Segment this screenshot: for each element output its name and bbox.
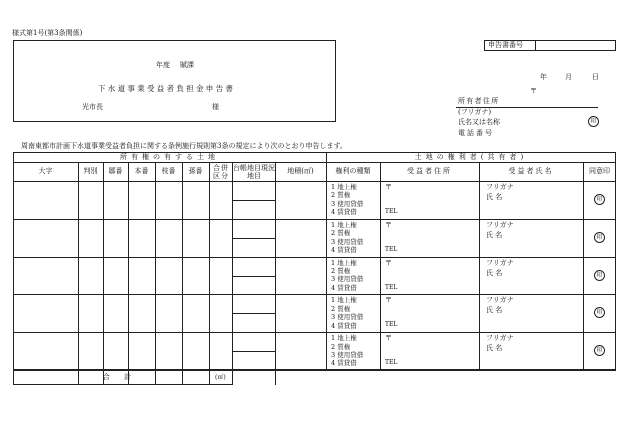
- application-number-label: 申告書番号: [488, 41, 523, 49]
- right-type-option[interactable]: 3 使用貸借: [331, 275, 364, 284]
- right-type-option[interactable]: 2 質権: [331, 304, 351, 313]
- right-type-option[interactable]: 4 賃貸借: [331, 321, 357, 330]
- owner-phone-label: 電話番号: [458, 129, 494, 137]
- right-type-option[interactable]: 1 地上権: [331, 258, 357, 267]
- beneficiary-furigana-label: フリガナ: [486, 258, 514, 267]
- total-unit: (㎡): [215, 374, 226, 381]
- consent-seal-icon: 印: [594, 345, 605, 356]
- right-type-option[interactable]: 2 質権: [331, 342, 351, 351]
- right-type-option[interactable]: 2 質権: [331, 229, 351, 238]
- right-type-option[interactable]: 3 使用貸借: [331, 313, 364, 322]
- right-type-option[interactable]: 2 質権: [331, 267, 351, 275]
- table-row[interactable]: [13, 257, 616, 295]
- beneficiary-tel-label: TEL: [385, 321, 398, 329]
- col-edaban: 枝番: [161, 167, 176, 175]
- beneficiary-name-label: 氏 名: [486, 306, 503, 315]
- col-right-type: 権利の種類: [335, 167, 371, 175]
- right-type-option[interactable]: 1 地上権: [331, 183, 357, 191]
- right-type-option[interactable]: 1 地上権: [331, 296, 357, 305]
- right-type-option[interactable]: 2 質権: [331, 191, 351, 200]
- total-label: 合 計: [102, 373, 138, 381]
- right-type-option[interactable]: 4 賃貸借: [331, 283, 357, 292]
- col-keban: 孫番: [188, 167, 203, 175]
- right-type-option[interactable]: 4 賃貸借: [331, 208, 357, 217]
- beneficiary-postal-mark: 〒: [385, 258, 392, 267]
- beneficiary-postal-mark: 〒: [385, 296, 392, 305]
- beneficiary-furigana-label: フリガナ: [486, 220, 514, 229]
- right-group-header: 土地の権利者(共有者): [414, 153, 528, 161]
- beneficiary-postal-mark: 〒: [385, 334, 392, 343]
- table-row[interactable]: [13, 219, 616, 257]
- col-honban: 本番: [134, 167, 149, 175]
- right-type-option[interactable]: 3 使用貸借: [331, 199, 364, 208]
- beneficiary-name-label: 氏 名: [486, 344, 503, 353]
- date-month-label: 月: [565, 73, 572, 81]
- beneficiary-postal-mark: 〒: [385, 183, 392, 191]
- consent-seal-icon: 印: [594, 270, 605, 281]
- col-ryoban: 鄒番: [108, 167, 123, 175]
- consent-seal-icon: 印: [594, 194, 605, 205]
- declaration-text: 周南東都市計画下水道事業受益者負担に関する条例施行規則第3条の規定により次のとおり申告します。: [21, 142, 347, 150]
- beneficiary-name-label: 氏 名: [486, 193, 503, 201]
- col-hanbetsu: 判別: [83, 167, 98, 175]
- beneficiary-tel-label: TEL: [385, 359, 398, 367]
- beneficiary-name-label: 氏 名: [486, 268, 503, 277]
- table-row[interactable]: [13, 181, 616, 219]
- date-year-label: 年: [540, 73, 547, 81]
- beneficiary-tel-label: TEL: [385, 245, 398, 253]
- col-area: 地積(㎡): [287, 167, 314, 175]
- tax-label: 賦課: [180, 61, 194, 69]
- beneficiary-furigana-label: フリガナ: [486, 334, 514, 343]
- beneficiary-postal-mark: 〒: [385, 220, 392, 229]
- title-box: [13, 40, 336, 122]
- date-day-label: 日: [592, 73, 599, 81]
- consent-seal-icon: 印: [594, 232, 605, 243]
- owner-address-label: 所有者住所: [458, 97, 500, 105]
- form-title: 下水道事業受益者負担金申告書: [98, 84, 236, 93]
- right-type-option[interactable]: 1 地上権: [331, 220, 357, 229]
- left-group-header: 所有権の有する土地: [120, 153, 219, 161]
- right-type-option[interactable]: 3 使用貸借: [331, 351, 364, 359]
- beneficiary-tel-label: TEL: [385, 208, 398, 215]
- right-type-option[interactable]: 4 賃貸借: [331, 246, 357, 254]
- form-number: 様式第1号(第3条関係): [12, 29, 83, 37]
- application-number-field[interactable]: [537, 41, 615, 50]
- beneficiary-name-label: 氏 名: [486, 230, 503, 239]
- owner-name-label: 氏名又は名称: [458, 118, 500, 126]
- right-type-option[interactable]: 4 賃貸借: [331, 359, 357, 368]
- owner-seal-icon: 印: [588, 116, 599, 127]
- right-type-option[interactable]: 3 使用貸借: [331, 237, 364, 246]
- col-gappei: 合併区分: [213, 164, 229, 180]
- owner-furigana-label: (フリガナ): [458, 108, 492, 116]
- col-beneficiary-address: 受益者住所: [407, 167, 452, 175]
- table-row[interactable]: [13, 332, 616, 370]
- col-beneficiary-name: 受益者氏名: [508, 167, 554, 175]
- col-consent: 同意印: [589, 167, 610, 175]
- beneficiary-furigana-label: フリガナ: [486, 183, 514, 191]
- addressee: 光市長: [82, 103, 103, 111]
- beneficiary-furigana-label: フリガナ: [486, 296, 514, 305]
- honorific: 様: [212, 103, 219, 111]
- table-row[interactable]: [13, 294, 616, 332]
- col-aza: 大字: [38, 167, 53, 175]
- beneficiary-tel-label: TEL: [385, 283, 398, 291]
- year-label: 年度: [156, 61, 170, 69]
- consent-seal-icon: 印: [594, 307, 605, 318]
- col-daicho: 台帳地目現況地目: [233, 164, 275, 180]
- postal-mark: 〒: [530, 87, 537, 95]
- right-type-option[interactable]: 1 地上権: [331, 334, 357, 343]
